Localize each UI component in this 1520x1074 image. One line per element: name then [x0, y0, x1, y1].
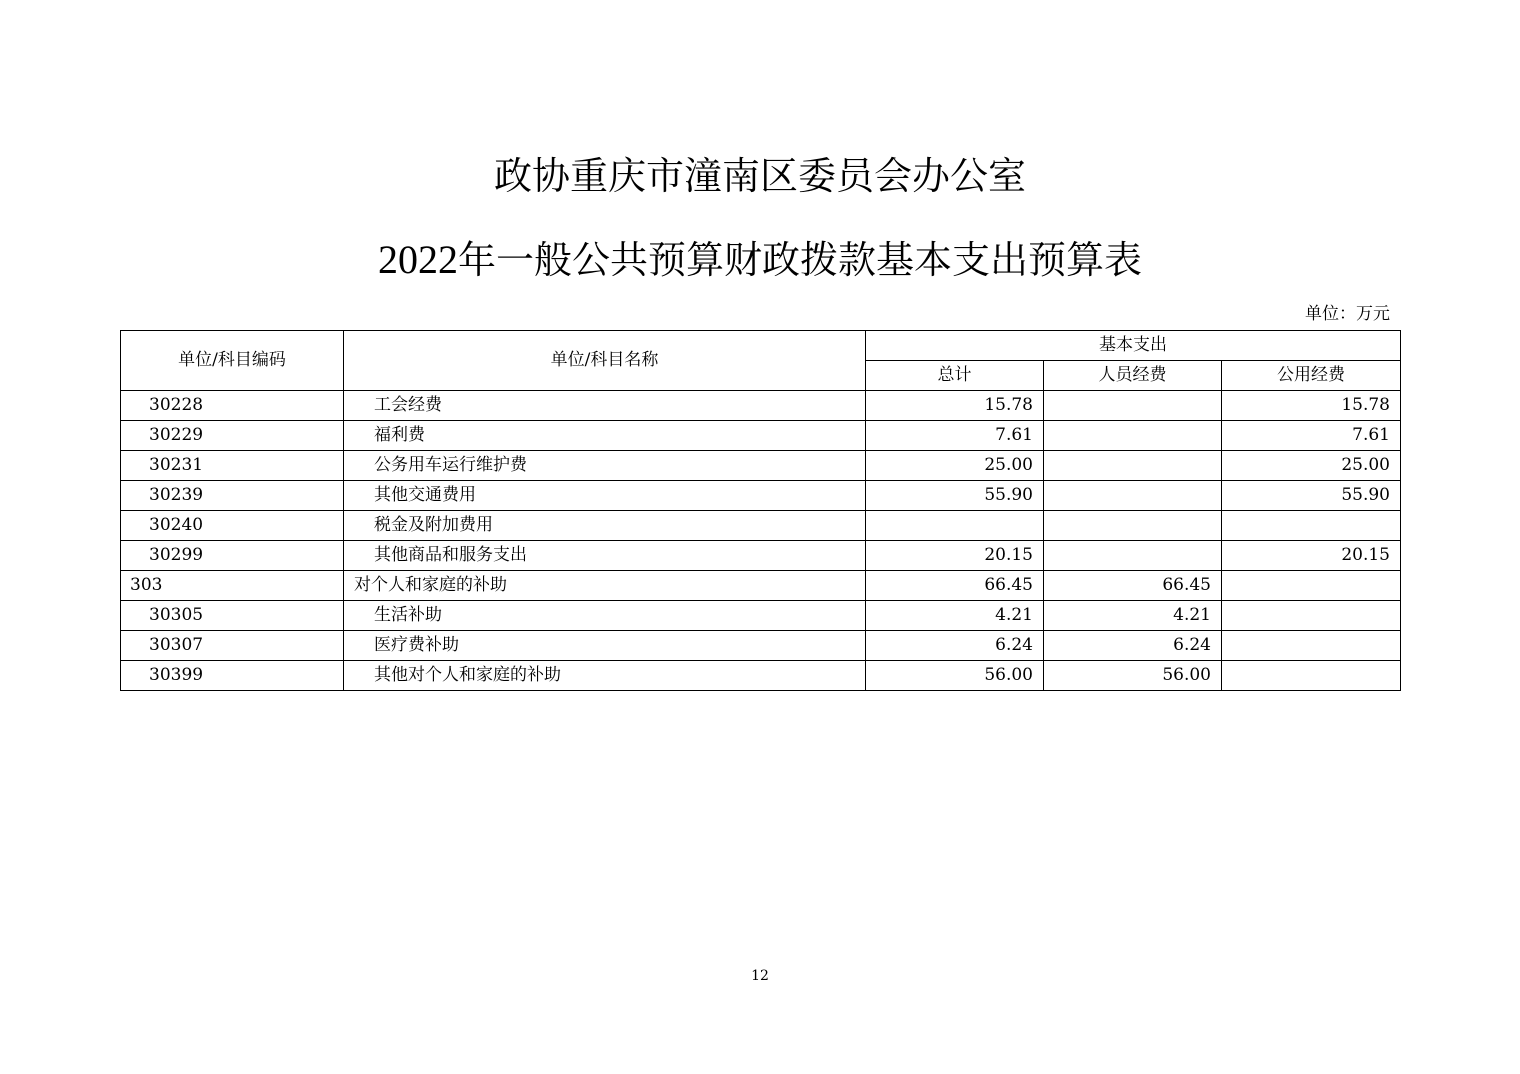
cell-code: 30299	[121, 541, 344, 571]
cell-code: 30229	[121, 421, 344, 451]
cell-name: 其他交通费用	[344, 481, 866, 511]
table-row	[121, 451, 1401, 481]
header-code: 单位/科目编码	[121, 331, 344, 391]
cell-public: 7.61	[1222, 421, 1401, 451]
cell-personnel: 6.24	[1044, 631, 1222, 661]
cell-personnel: 66.45	[1044, 571, 1222, 601]
cell-total: 4.21	[866, 601, 1044, 631]
cell-public	[1222, 601, 1401, 631]
header-personnel: 人员经费	[1044, 361, 1222, 391]
cell-total: 15.78	[866, 391, 1044, 421]
cell-total: 20.15	[866, 541, 1044, 571]
page-title: 政协重庆市潼南区委员会办公室	[493, 154, 1026, 198]
cell-public: 20.15	[1222, 541, 1401, 571]
table-row	[121, 601, 1401, 631]
table-row	[121, 631, 1401, 661]
unit-label: 单位：万元	[1305, 304, 1390, 324]
page-subtitle	[0, 236, 1520, 284]
cell-personnel	[1044, 421, 1222, 451]
table-body	[121, 391, 1401, 691]
subtitle-text: 年一般公共预算财政拨款基本支出预算表	[457, 238, 1142, 282]
table-row	[121, 481, 1401, 511]
table-row	[121, 571, 1401, 601]
cell-name: 工会经费	[344, 391, 866, 421]
cell-name: 其他对个人和家庭的补助	[344, 661, 866, 691]
cell-total	[866, 511, 1044, 541]
table-header	[121, 331, 1401, 391]
cell-personnel: 4.21	[1044, 601, 1222, 631]
cell-code: 30228	[121, 391, 344, 421]
cell-personnel	[1044, 451, 1222, 481]
cell-name: 福利费	[344, 421, 866, 451]
subtitle-year: 2022	[377, 237, 458, 282]
cell-name: 税金及附加费用	[344, 511, 866, 541]
cell-total: 6.24	[866, 631, 1044, 661]
cell-public: 15.78	[1222, 391, 1401, 421]
cell-personnel	[1044, 541, 1222, 571]
table-row	[121, 661, 1401, 691]
header-total: 总计	[866, 361, 1044, 391]
cell-personnel	[1044, 511, 1222, 541]
cell-code: 303	[121, 571, 344, 601]
table-row	[121, 421, 1401, 451]
cell-public	[1222, 661, 1401, 691]
cell-name: 公务用车运行维护费	[344, 451, 866, 481]
cell-name: 其他商品和服务支出	[344, 541, 866, 571]
cell-public: 25.00	[1222, 451, 1401, 481]
cell-personnel: 56.00	[1044, 661, 1222, 691]
header-public: 公用经费	[1222, 361, 1401, 391]
cell-personnel	[1044, 481, 1222, 511]
budget-table	[120, 330, 1401, 691]
table-row	[121, 541, 1401, 571]
cell-name: 对个人和家庭的补助	[344, 571, 866, 601]
cell-name: 生活补助	[344, 601, 866, 631]
cell-public: 55.90	[1222, 481, 1401, 511]
table-row	[121, 391, 1401, 421]
cell-code: 30307	[121, 631, 344, 661]
cell-total: 56.00	[866, 661, 1044, 691]
table-row	[121, 511, 1401, 541]
header-name: 单位/科目名称	[344, 331, 866, 391]
cell-code: 30231	[121, 451, 344, 481]
cell-public	[1222, 511, 1401, 541]
cell-total: 7.61	[866, 421, 1044, 451]
cell-total: 66.45	[866, 571, 1044, 601]
cell-public	[1222, 631, 1401, 661]
cell-code: 30239	[121, 481, 344, 511]
cell-personnel	[1044, 391, 1222, 421]
page-number: 12	[751, 968, 769, 984]
cell-code: 30399	[121, 661, 344, 691]
cell-code: 30305	[121, 601, 344, 631]
cell-code: 30240	[121, 511, 344, 541]
header-basic-expenditure: 基本支出	[866, 331, 1401, 361]
cell-name: 医疗费补助	[344, 631, 866, 661]
cell-total: 25.00	[866, 451, 1044, 481]
cell-public	[1222, 571, 1401, 601]
cell-total: 55.90	[866, 481, 1044, 511]
